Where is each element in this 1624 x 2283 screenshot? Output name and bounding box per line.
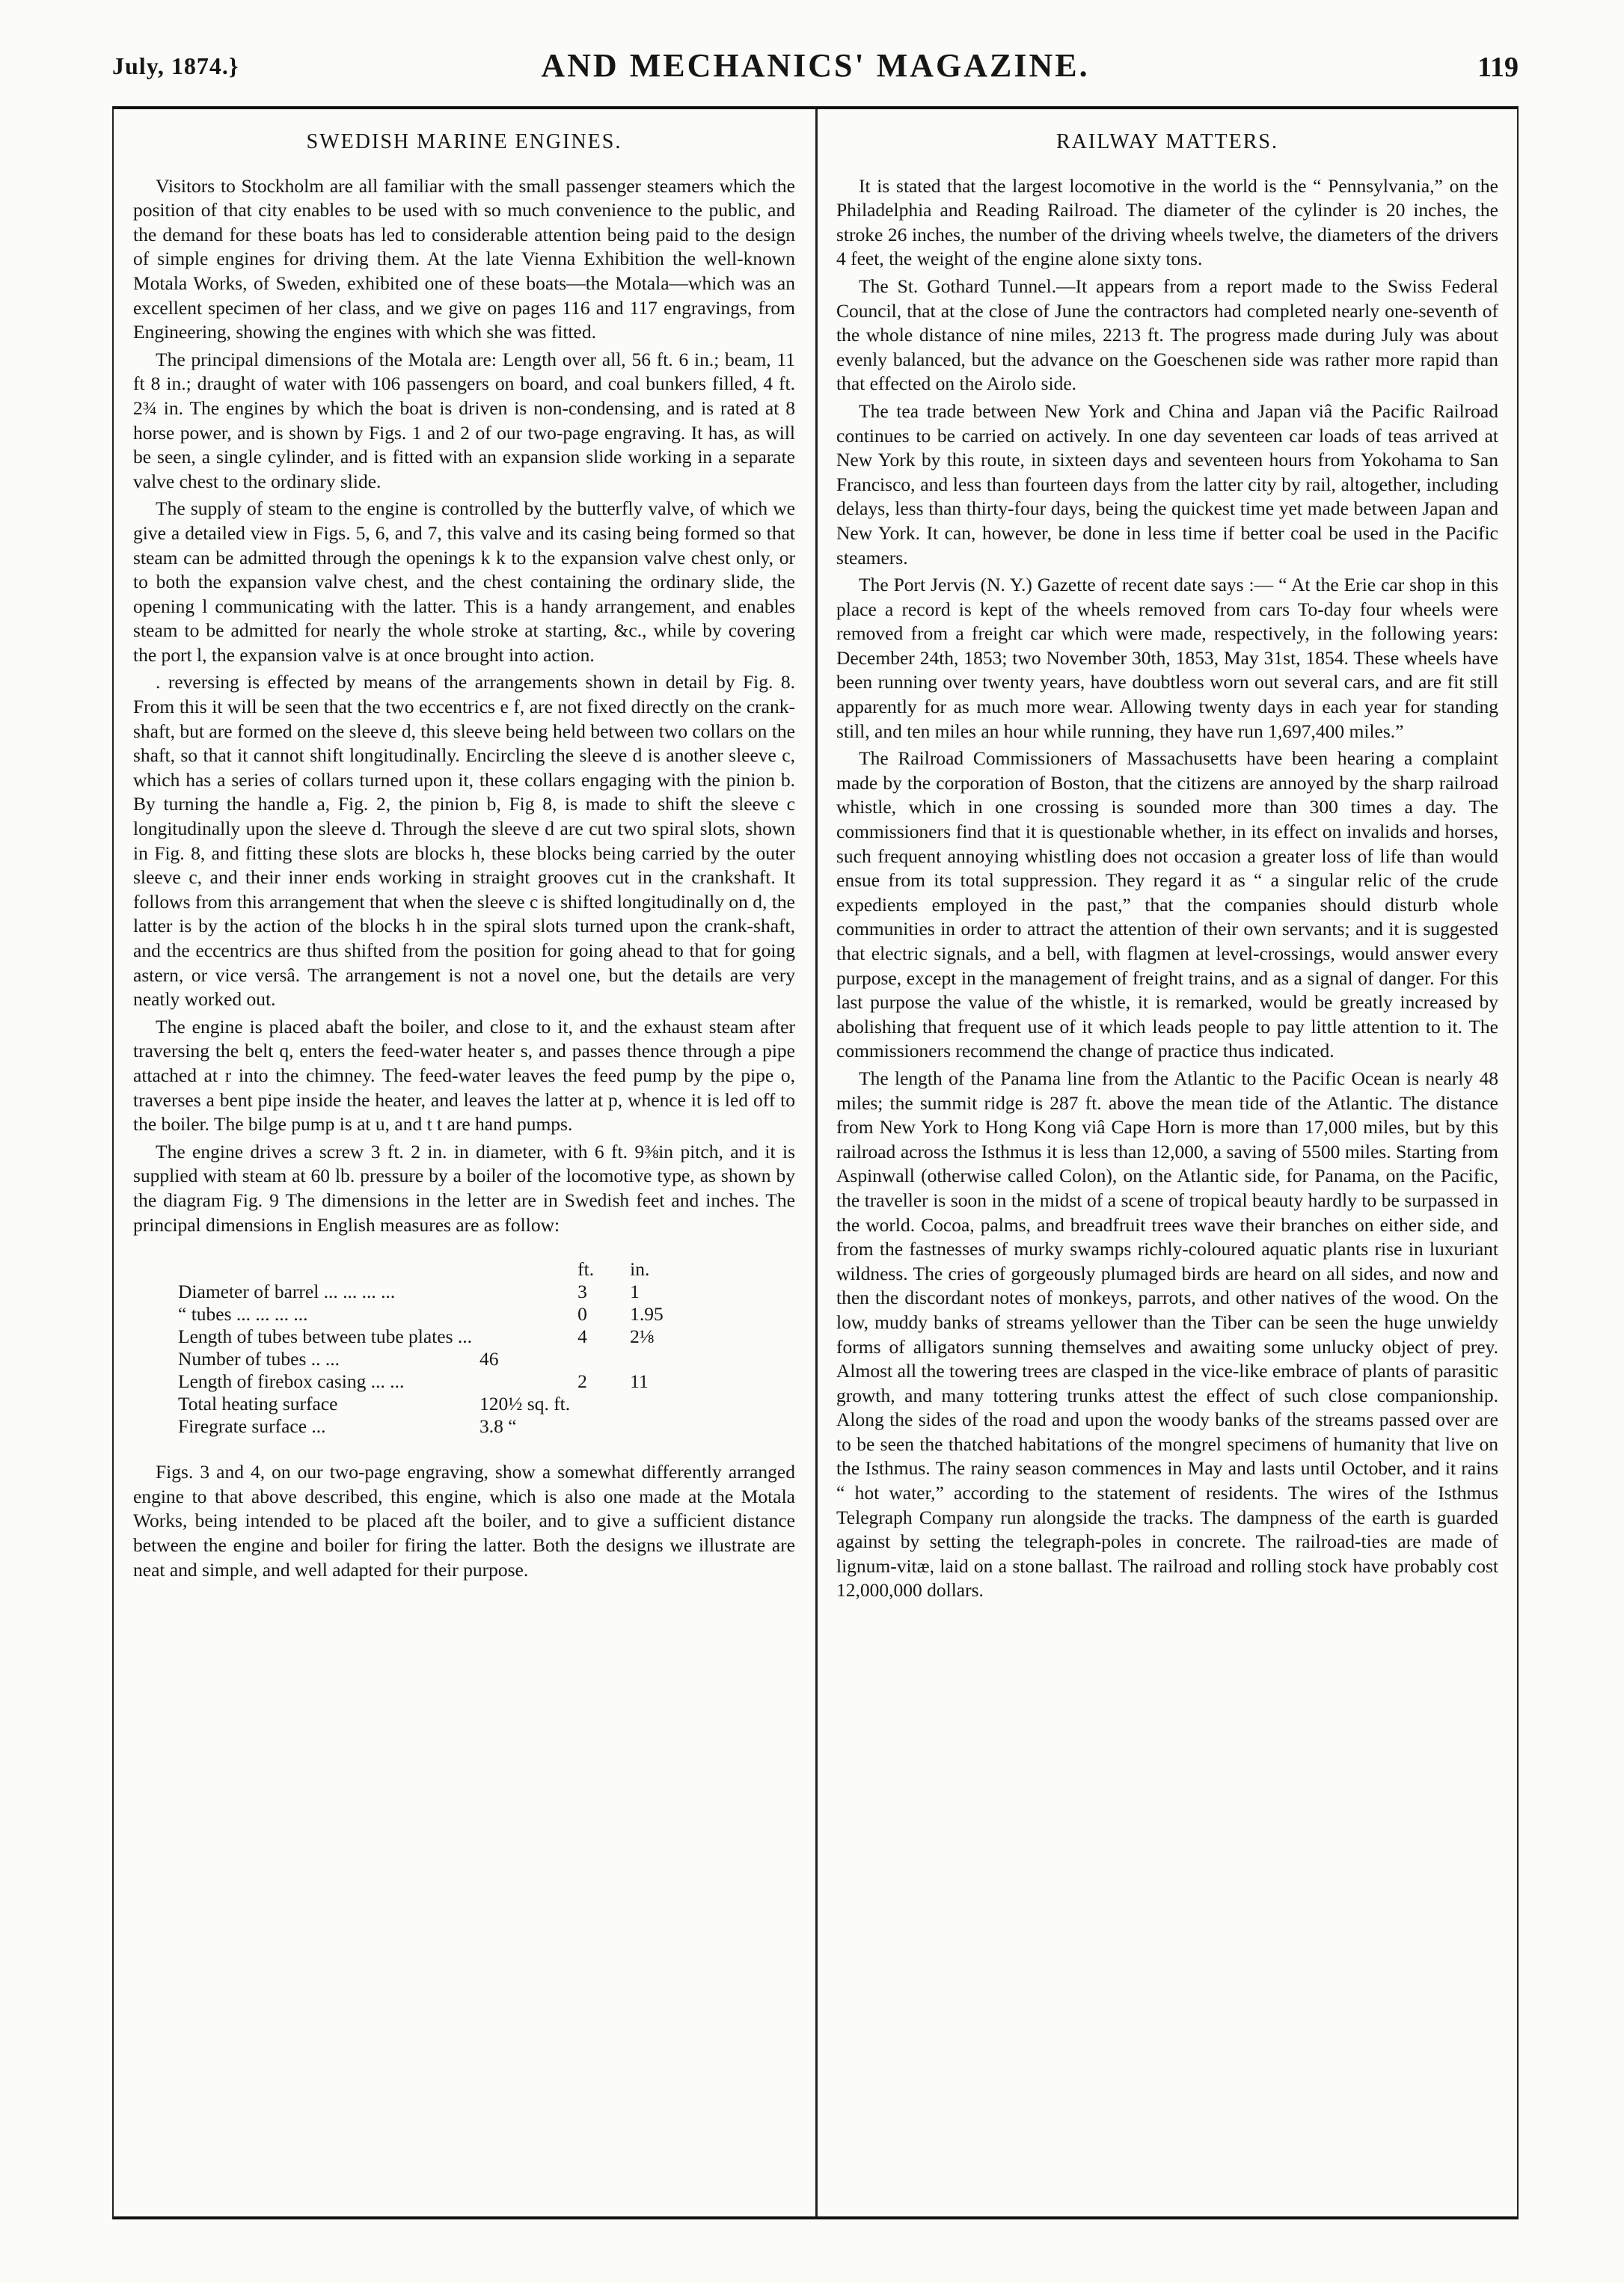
article-paragraph: The principal dimensions of the Motala are: Length over all, 56 ft. 6 in.; beam, 11 ft 8 in.; draught of water with 106 passengers on board, and coal bunkers filled, 4 ft. 2¾ in. The engines by which the boat is driven is non-condensing, and is rated at 8 horse power, and is shown by Figs. 1 and 2 of our two-page engraving. It has, as will be seen, a single cylinder, and is fitted with an expansion slide working in a separate valve chest to the ordinary slide.	[133, 348, 795, 492]
row-ft: 2	[577, 1370, 587, 1393]
column-header-ft: ft.	[577, 1258, 595, 1281]
row-label: Total heating surface	[178, 1393, 338, 1415]
column-header-in: in.	[630, 1258, 650, 1281]
article-paragraph: The St. Gothard Tunnel.—It appears from a report made to the Swiss Federal Council, that at the close of June the contractors had completed nearly one-seventh of the whole distance of nine miles, 2213 ft. The progress made during July was about evenly balanced, but the advance on the Goeschenen side was rather more rapid than that effected on the Airolo side.	[836, 275, 1498, 395]
row-mid: 3.8 “	[479, 1415, 517, 1438]
row-ft	[577, 1415, 630, 1438]
row-ft: 4	[577, 1326, 587, 1348]
article-paragraph: Visitors to Stockholm are all familiar with the small passenger steamers which the position of that city enables to be used with so much convenience to the public, and the demand for these boats has led to considerable attention being paid to the design of simple engines for driving them. At the late Vienna Exhibition the well-known Motala Works, of Sweden, exhibited one of these boats—the Motala—which was an excellent specimen of her class, and we give on pages 116 and 117 engravings, from Engineering, showing the engines with which she was fitted.	[133, 174, 795, 343]
article-paragraph: The tea trade between New York and China and Japan viâ the Pacific Railroad continues to be carried on actively. In one day seventeen car loads of teas arrived at New York by this route, in sixteen days and seventeen hours from Yokohama to San Francisco, and less than fourteen days from the latter city by rail, altogether, including delays, less than thirty-four days, being the quickest time yet made between Japan and New York. It can, however, be done in less time if better coal be used in the Pacific steamers.	[836, 399, 1498, 569]
row-ft	[577, 1393, 630, 1415]
article-heading-railway-matters: RAILWAY MATTERS.	[1056, 130, 1278, 153]
article-paragraph: The Railroad Commissioners of Massachusetts have been hearing a complaint made by the corporation of Boston, that the citizens are annoyed by the sharp railroad whistle, which in one crossing is sounded more than 300 times a day. The commissioners find that it is questionable whether, in its effect on invalids and horses, such frequent annoying whistling does not occasion a greater loss of life than would ensue from its total suppression. They regard it as “ a singular relic of the crude expedients employed in the past,” that the companies should disturb whole communities in order to attract the attention of their own servants; and it is suggested that electric signals, and a bell, with flagmen at level-crossings, would answer every purpose, except in the management of freight trains, and as a signal of danger. For this last purpose the value of the whistle, it is remarked, would be greatly increased by abolishing that frequent use of it which leads people to pay little attention to it. The commissioners recommend the change of practice thus indicated.	[836, 747, 1498, 1062]
row-label: “ tubes ... ... ... ...	[178, 1303, 308, 1326]
row-in	[630, 1348, 682, 1370]
row-mid: 120½ sq. ft.	[479, 1393, 571, 1415]
table-row	[178, 1393, 682, 1415]
issue-date: July, 1874.}	[112, 52, 239, 79]
row-mid	[479, 1326, 577, 1348]
article-paragraph: The engine drives a screw 3 ft. 2 in. in diameter, with 6 ft. 9⅜in pitch, and it is supplied with steam at 60 lb. pressure by a boiler of the locomotive type, as shown by the diagram Fig. 9 The dimensions in the letter are in Swedish feet and inches. The principal dimensions in English measures are as follow:	[133, 1140, 795, 1236]
row-label: Diameter of barrel ... ... ... ...	[178, 1281, 396, 1303]
right-column	[836, 129, 1498, 1606]
row-label: Length of tubes between tube plates ...	[178, 1326, 473, 1348]
row-mid	[479, 1370, 577, 1393]
article-heading-swedish-marine-engines: SWEDISH MARINE ENGINES.	[306, 130, 622, 153]
table-row	[178, 1370, 682, 1393]
table-row	[178, 1415, 682, 1438]
table-header-row	[178, 1258, 682, 1281]
table-row	[178, 1281, 682, 1303]
row-mid	[479, 1303, 577, 1326]
table-row	[178, 1326, 682, 1348]
row-ft: 0	[577, 1303, 587, 1326]
table-row	[178, 1303, 682, 1326]
column-divider	[815, 109, 818, 2216]
row-in	[630, 1393, 682, 1415]
article-paragraph: Figs. 3 and 4, on our two-page engraving, show a somewhat differently arranged engine to that above described, this engine, which is also one made at the Motala Works, being intended to be placed aft the boiler, and to give a sufficient distance between the engine and boiler for firing the latter. Both the designs we illustrate are neat and simple, and well adapted for their purpose.	[133, 1461, 795, 1581]
article-paragraph: The supply of steam to the engine is controlled by the butterfly valve, of which we give a detailed view in Figs. 5, 6, and 7, this valve and its casing being formed so that steam can be admitted through the openings k k to the expansion valve chest only, or to both the expansion valve chest, and the chest containing the ordinary slide, the opening l communicating with the latter. This is a handy arrangement, and enables steam to be admitted for nearly the whole stroke at starting, &c., while by covering the port l, the expansion valve is at once brought into action.	[133, 497, 795, 666]
running-head	[112, 46, 1519, 91]
article-paragraph: It is stated that the largest locomotive in the world is the “ Pennsylvania,” on the Philadelphia and Reading Railroad. The diameter of the cylinder is 20 inches, the stroke 26 inches, the number of the driving wheels twelve, the diameters of the drivers 4 feet, the weight of the engine alone sixty tons.	[836, 174, 1498, 270]
row-ft	[577, 1348, 630, 1370]
page-number: 119	[1477, 52, 1519, 83]
row-in: 1	[630, 1281, 640, 1303]
magazine-title: AND MECHANICS' MAGAZINE.	[541, 47, 1090, 84]
left-column	[133, 129, 795, 1585]
row-mid	[479, 1281, 577, 1303]
dimensions-table	[178, 1258, 682, 1438]
row-in	[630, 1415, 682, 1438]
article-paragraph: The length of the Panama line from the Atlantic to the Pacific Ocean is nearly 48 miles; the summit ridge is 287 ft. above the mean tide of the Atlantic. The distance from New York to Hong Kong viâ Cape Horn is more than 17,000 miles, but by this railroad across the Isthmus it is less than 12,000, a saving of 5500 miles. Starting from Aspinwall (otherwise called Colon), on the Atlantic side, for Panama, on the Pacific, the traveller is soon in the midst of a scene of tropical beauty hardly to be surpassed in the world. Cocoa, palms, and breadfruit trees wave their branches on either side, and from the fastnesses of murky swamps richly-coloured aquatic plants rise in luxuriant wildness. The cries of gorgeously plumaged birds are heard on all sides, and now and then the discordant notes of monkeys, parrots, and other natives of the wood. On the low, muddy banks of streams yellower than the Tiber can be seen the huge unwieldy forms of alligators sunning themselves and awaiting some unlucky object of prey. Almost all the towering trees are clasped in the vice-like embrace of plants of parasitic growth, and many tottering trunks attest the effect of such close companionship. Along the sides of the road and upon the woody banks of the streams passed over are to be seen the thatched habitations of the mongrel specimens of humanity that live on the Isthmus. The rainy season commences in May and lasts until October, and it rains “ hot water,” according to the statement of residents. The wires of the Isthmus Telegraph Company run alongside the tracks. The dampness of the earth is guarded against by setting the telegraph-poles in concrete. The railroad-ties are made of lignum-vitæ, laid on a stone ballast. The railroad and rolling stock have probably cost 12,000,000 dollars.	[836, 1067, 1498, 1602]
row-in: 11	[630, 1370, 649, 1393]
row-ft: 3	[577, 1281, 587, 1303]
table-row	[178, 1348, 682, 1370]
row-in: 2⅛	[630, 1326, 655, 1348]
article-paragraph: The engine is placed abaft the boiler, and close to it, and the exhaust steam after traversing the belt q, enters the feed-water heater s, and passes thence through a pipe attached at r into the chimney. The feed-water leaves the feed pump by the pipe o, traverses a bent pipe inside the heater, and leaves the latter at p, whence it is led off to the boiler. The bilge pump is at u, and t t are hand pumps.	[133, 1015, 795, 1136]
row-label: Firegrate surface ...	[178, 1415, 326, 1438]
row-label: Number of tubes .. ...	[178, 1348, 340, 1370]
article-paragraph: . reversing is effected by means of the arrangements shown in detail by Fig. 8. From this it will be seen that the two eccentrics e f, are not fixed directly on the crank-shaft, but are formed on the sleeve d, this sleeve being held between two collars on the shaft, so that it cannot shift longitudinally. Encircling the sleeve d is another sleeve c, which has a series of collars turned upon it, these collars engaging with the pinion b. By turning the handle a, Fig. 2, the pinion b, Fig 8, is made to shift the sleeve c longitudinally upon the sleeve d. Through the sleeve d are cut two spiral slots, shown in Fig. 8, and fitting these slots are blocks h, these blocks being carried by the outer sleeve c, and their inner ends working in straight grooves cut in the crankshaft. It follows from this arrangement that when the sleeve c is shifted longitudinally on d, the latter is by the action of the blocks h in the spiral slots turned upon the crank-shaft, and the eccentrics are thus shifted from the position for going ahead to that for going astern, or vice versâ. The arrangement is not a novel one, but the details are very neatly worked out.	[133, 671, 795, 1011]
row-label: Length of firebox casing ... ...	[178, 1370, 405, 1393]
article-paragraph: The Port Jervis (N. Y.) Gazette of recent date says :— “ At the Erie car shop in this place a record is kept of the wheels removed from cars To-day four wheels were removed from a freight car which were made, respectively, in the following years: December 24th, 1853; two November 30th, 1853, May 31st, 1854. These wheels have been running over twenty years, have doubtless worn out several cars, and are fit still apparently for as much more wear. Allowing twenty days in each year for standing still, and ten miles an hour while running, they have run 1,697,400 miles.”	[836, 574, 1498, 742]
row-in: 1.95	[630, 1303, 664, 1326]
row-mid: 46	[479, 1348, 499, 1370]
